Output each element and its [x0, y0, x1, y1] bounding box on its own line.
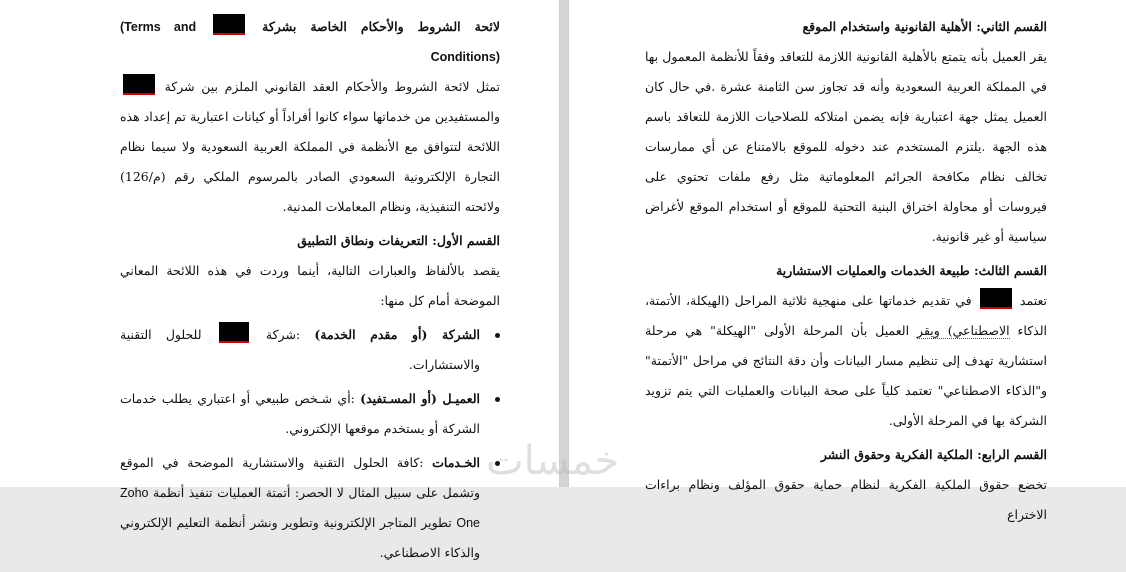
section4-body: تخضع حقوق الملكية الفكرية لنظام حماية حقوق المؤلف ونظام براءات الاختراع — [645, 477, 1047, 522]
document-page-left — [0, 0, 560, 560]
section3-body — [645, 286, 1047, 436]
redacted-company-name — [980, 288, 1012, 309]
intro-text-2: والمستفيدين من خدماتها سواء كانوا أفراداً أو كيانات اعتبارية تم إعداد هذه اللائحة لتتوافق مع الأنظمة في المملكة العربية السعودية ولا سيما نظام التجارة الإلكترونية السعودي الصادر بالمرسوم الملكي رقم (م/126) ولائحته التنفيذية، ونظام المعاملات المدنية. — [120, 109, 500, 214]
definition-text: للحلول التقنية والاستشارات. — [120, 327, 480, 372]
watermark-logo: خمسات — [486, 438, 620, 484]
definition-term: الخـدمات — [432, 455, 481, 470]
intro-paragraph — [120, 72, 500, 222]
definition-separator: : — [350, 391, 361, 406]
definition-separator: : — [419, 455, 433, 470]
title-arabic: لائحة الشروط والأحكام الخاصة بشركة — [262, 19, 500, 34]
definition-english-term: Zoho One — [120, 486, 480, 530]
section3-text-2: في تقديم خدماتها على منهجية ثلاثية المراحل (الهيكلة، الأتمتة، الذكاء — [645, 293, 1048, 338]
page-content-left — [120, 12, 500, 572]
redacted-company-name — [123, 74, 155, 95]
bullet-dot-icon — [495, 333, 500, 338]
list-item — [120, 320, 480, 380]
definition-text-2: تطوير المتاجر الإلكترونية وتطوير ونشر أنظمة التعليم الإلكتروني والذكاء الاصطناعي. — [120, 515, 480, 560]
section3-text-1: تعتمد — [1019, 293, 1047, 308]
page-gutter — [560, 0, 568, 487]
redacted-company-name — [219, 322, 249, 343]
definition-text: كافة الحلول التقنية والاستشارية الموضحة في الموقع وتشمل على سبيل المثال لا الحصر: أتمتة العمليات تنفيذ أنظمة — [120, 455, 481, 500]
intro-text-1: تمثل لائحة الشروط والأحكام العقد القانوني الملزم بين شركة — [164, 79, 500, 94]
list-item — [120, 384, 480, 444]
list-item — [120, 448, 480, 568]
definition-separator: :شركة — [251, 327, 315, 342]
section2-heading: القسم الثاني: الأهلية القانونية واستخدام الموقع — [802, 19, 1047, 34]
section3-text-3: العميل بأن المرحلة الأولى "الهيكلة" هي مرحلة استشارية تهدف إلى تنظيم مسار البيانات وأن دقة النتائج في مراحل "الأتمتة" و"الذكاء الاصطناعي" تعتمد كلياً على صحة البيانات والعمليات التي يتم تزويد الشركة بها في المرحلة الأولى. — [645, 323, 1047, 428]
document-title — [120, 12, 500, 72]
redacted-company-name — [213, 14, 245, 35]
definition-term: الشركة (أو مقدم الخدمة) — [314, 327, 480, 342]
section3-heading: القسم الثالث: طبيعة الخدمات والعمليات الاستشارية — [776, 263, 1047, 278]
definitions-list — [120, 320, 500, 568]
section1-intro: يقصد بالألفاظ والعبارات التالية، أينما وردت في هذه اللائحة المعاني الموضحة أمام كل منها: — [120, 263, 500, 308]
section2-body: يقر العميل بأنه يتمتع بالأهلية القانونية اللازمة للتعاقد وفقاً للأنظمة المعمول بها في المملكة العربية السعودية وأنه قد تجاوز سن الثامنة عشرة .في حال كان العميل يمثل جهة اعتبارية فإنه يضمن امتلاكه للصلاحيات اللازمة للتعاقد باسم هذه الجهة .يلتزم المستخدم عند دخوله للموقع بالامتناع عن أي ممارسات تخالف نظام مكافحة الجرائم المعلوماتية مثل رفع ملفات تحتوي على فيروسات أو محاولة اختراق البنية التحتية للموقع أو استخدام الموقع لأغراض سياسية أو غير قانونية. — [645, 49, 1047, 244]
section4-heading: القسم الرابع: الملكية الفكرية وحقوق النشر — [820, 447, 1047, 462]
document-page-right — [568, 0, 1126, 522]
section1-heading: القسم الأول: التعريفات ونطاق التطبيق — [297, 233, 500, 248]
bullet-dot-icon — [495, 461, 500, 466]
grammar-underlined-text: الاصطناعي) ويقر — [917, 323, 1010, 338]
bullet-dot-icon — [495, 397, 500, 402]
title-english: (Terms and Conditions) — [120, 20, 500, 64]
page-content-right — [645, 12, 1047, 534]
definition-text: أي شـخص طبيعي أو اعتباري يطلب خدمات الشركة أو يستخدم موقعها الإلكتروني. — [120, 391, 480, 436]
definition-term: العميـل (أو المسـتفيد) — [360, 391, 480, 406]
